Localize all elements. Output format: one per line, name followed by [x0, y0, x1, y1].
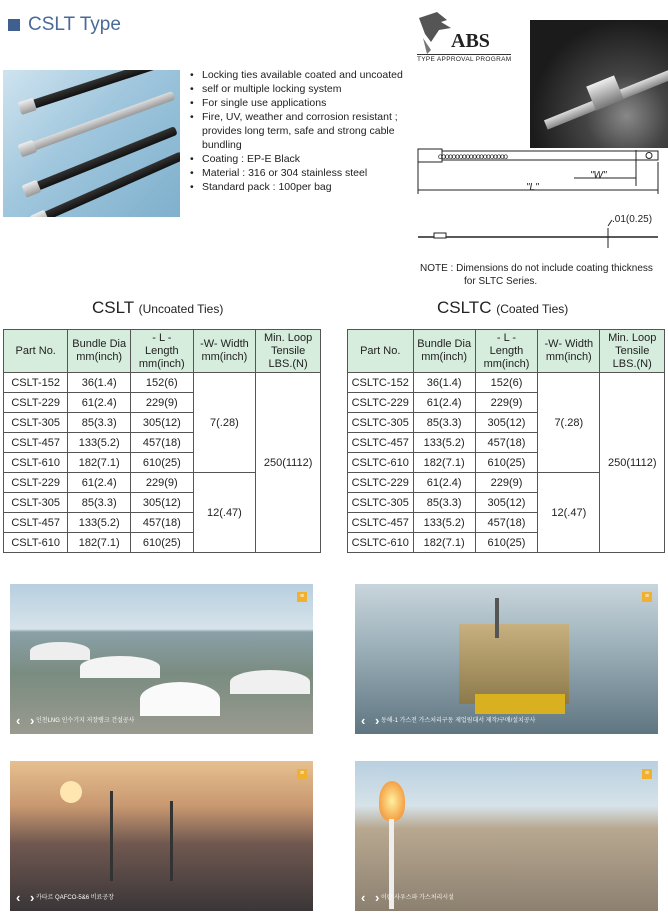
table-cell: 305(12) [131, 413, 194, 433]
table-cell: 36(1.4) [413, 373, 475, 393]
table-cell: 229(9) [131, 473, 194, 493]
table-cell: 133(5.2) [413, 433, 475, 453]
table-cell: CSLT-152 [4, 373, 68, 393]
table-cell: 182(7.1) [68, 453, 131, 473]
width-cell: 12(.47) [193, 473, 256, 553]
table-cell: CSLTC-457 [348, 433, 414, 453]
feature-item: • Locking ties available coated and uncoated [190, 68, 420, 82]
table-cell: CSLTC-457 [348, 513, 414, 533]
table-cell: 610(25) [475, 533, 537, 553]
table-cell: 85(3.3) [413, 413, 475, 433]
note-line-1: NOTE : Dimensions do not include coating thickness [420, 263, 653, 274]
gallery-caption: 인천LNG 인수기지 저장탱크 건설공사 [36, 718, 135, 724]
feature-item: • Standard pack : 100per bag [190, 180, 420, 194]
table-cell: 152(6) [131, 373, 194, 393]
table-cell: 133(5.2) [413, 513, 475, 533]
feature-item: • Material : 316 or 304 stainless steel [190, 166, 420, 180]
gallery-nav[interactable]: ‹ › [16, 713, 38, 728]
table-cell: 61(2.4) [68, 473, 131, 493]
gallery-tag[interactable]: ≡ [642, 592, 652, 602]
table-cell: 610(25) [131, 453, 194, 473]
cslt-title: CSLT [92, 298, 134, 317]
table-cell: CSLTC-610 [348, 533, 414, 553]
cslt-table [3, 329, 321, 553]
table-cell: 305(12) [131, 493, 194, 513]
table-cell: CSLTC-610 [348, 453, 414, 473]
table-cell: 457(18) [475, 433, 537, 453]
table-header-cell: - L - Length mm(inch) [131, 330, 194, 373]
feature-item: • Coating : EP-E Black [190, 152, 420, 166]
table-cell: CSLT-610 [4, 533, 68, 553]
table-cell: CSLT-229 [4, 393, 68, 413]
table-cell: CSLTC-305 [348, 493, 414, 513]
abs-logo-subtitle: TYPE APPROVAL PROGRAM [417, 56, 512, 63]
table-cell: CSLTC-229 [348, 473, 414, 493]
table-cell: CSLT-457 [4, 433, 68, 453]
table-cell: 61(2.4) [413, 393, 475, 413]
drawing-teeth: oooooooooooooooooooo [438, 152, 507, 161]
table-cell: 152(6) [475, 373, 537, 393]
gallery-nav[interactable]: ‹ › [361, 890, 383, 905]
table-cell: 229(9) [131, 393, 194, 413]
table-cell: 182(7.1) [413, 533, 475, 553]
csltc-table-title [437, 298, 568, 318]
gallery-caption: 카타르 QAFCO-5&6 비료공장 [36, 895, 114, 901]
table-cell: CSLT-305 [4, 413, 68, 433]
abs-logo-text: ABS [451, 30, 490, 52]
table-cell: 61(2.4) [68, 393, 131, 413]
gallery-nav[interactable]: ‹ › [361, 713, 383, 728]
table-cell: CSLTC-152 [348, 373, 414, 393]
gallery-tag[interactable]: ≡ [642, 769, 652, 779]
feature-item: • Fire, UV, weather and corrosion resistant ; provides long term, safe and strong cable bundling [190, 110, 420, 152]
gallery-caption: 이란 사우스파 가스처리시설 [381, 895, 454, 901]
table-header-cell: Part No. [348, 330, 414, 373]
table-cell: 229(9) [475, 393, 537, 413]
table-row [4, 373, 321, 393]
table-cell: 457(18) [131, 433, 194, 453]
table-cell: 610(25) [475, 453, 537, 473]
csltc-title: CSLTC [437, 298, 492, 317]
table-row [348, 373, 665, 393]
gallery-photo-lng [10, 584, 313, 734]
gallery-tag[interactable]: ≡ [297, 592, 307, 602]
cslt-table-title [92, 298, 223, 318]
table-header-cell: Min. Loop Tensile LBS.(N) [256, 330, 321, 373]
drawing-l-label: "L" [526, 182, 539, 193]
width-cell: 7(.28) [193, 373, 256, 473]
title-square-icon [8, 19, 20, 31]
table-cell: 85(3.3) [413, 493, 475, 513]
table-cell: 61(2.4) [413, 473, 475, 493]
width-cell: 7(.28) [538, 373, 600, 473]
drawing-note [420, 262, 653, 288]
table-header-cell: -W- Width mm(inch) [538, 330, 600, 373]
table-cell: CSLTC-229 [348, 393, 414, 413]
tie-drawing [414, 140, 668, 260]
drawing-thickness-label: .01(0.25) [612, 214, 653, 225]
table-header-cell: Min. Loop Tensile LBS.(N) [600, 330, 665, 373]
cslt-subtitle: (Uncoated Ties) [138, 302, 224, 316]
gallery-nav[interactable]: ‹ › [16, 890, 38, 905]
table-cell: 305(12) [475, 413, 537, 433]
drawing-w-label: "W" [590, 170, 607, 181]
table-cell: 229(9) [475, 473, 537, 493]
table-cell: 457(18) [475, 513, 537, 533]
gallery-photo-southpars [355, 761, 658, 911]
tie-closeup-photo [530, 20, 668, 148]
table-header-row [348, 330, 665, 373]
gallery-photo-offshore [355, 584, 658, 734]
feature-list [190, 68, 420, 194]
table-cell: 182(7.1) [413, 453, 475, 473]
table-cell: 457(18) [131, 513, 194, 533]
tensile-cell: 250(1112) [600, 373, 665, 553]
table-cell: CSLT-610 [4, 453, 68, 473]
csltc-table [347, 329, 665, 553]
table-header-cell: - L - Length mm(inch) [475, 330, 537, 373]
table-cell: 133(5.2) [68, 433, 131, 453]
gallery-tag[interactable]: ≡ [297, 769, 307, 779]
tensile-cell: 250(1112) [256, 373, 321, 553]
table-header-cell: Bundle Dia mm(inch) [68, 330, 131, 373]
abs-logo [417, 8, 512, 66]
table-cell: CSLT-457 [4, 513, 68, 533]
table-cell: 36(1.4) [68, 373, 131, 393]
width-cell: 12(.47) [538, 473, 600, 553]
page-title-text: CSLT Type [28, 14, 121, 35]
table-cell: CSLT-305 [4, 493, 68, 513]
feature-item: • For single use applications [190, 96, 420, 110]
table-cell: CSLTC-305 [348, 413, 414, 433]
feature-item: • self or multiple locking system [190, 82, 420, 96]
table-cell: 85(3.3) [68, 493, 131, 513]
table-cell: 133(5.2) [68, 513, 131, 533]
table-cell: 610(25) [131, 533, 194, 553]
gallery-caption: 동해-1 가스전 가스처리구동 제업림대서 제작/구매/설치공사 [381, 718, 536, 724]
table-cell: 85(3.3) [68, 413, 131, 433]
table-cell: 182(7.1) [68, 533, 131, 553]
gallery-photo-qafco [10, 761, 313, 911]
table-header-cell: -W- Width mm(inch) [193, 330, 256, 373]
table-header-cell: Part No. [4, 330, 68, 373]
table-header-row [4, 330, 321, 373]
table-header-cell: Bundle Dia mm(inch) [413, 330, 475, 373]
table-cell: 305(12) [475, 493, 537, 513]
product-photo [3, 70, 180, 217]
page-title [8, 14, 121, 36]
table-cell: CSLT-229 [4, 473, 68, 493]
note-line-2: for SLTC Series. [464, 276, 538, 287]
csltc-subtitle: (Coated Ties) [496, 302, 569, 316]
